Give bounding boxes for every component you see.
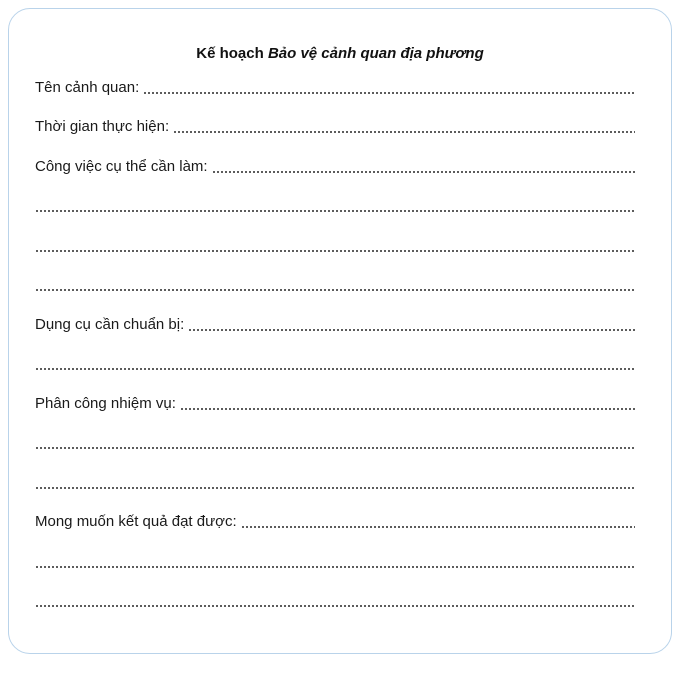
field-time[interactable]	[35, 116, 635, 136]
dotted-answer-line[interactable]	[35, 605, 635, 607]
field-tools[interactable]	[35, 314, 635, 334]
dotted-answer-line[interactable]	[35, 447, 635, 449]
dotted-answer-line[interactable]	[35, 368, 635, 370]
dotted-answer-line[interactable]	[188, 329, 635, 331]
dotted-answer-line[interactable]	[35, 487, 635, 489]
field-tasks-line-4[interactable]	[35, 274, 635, 294]
title-emphasis: Bảo vệ cảnh quan địa phương	[267, 45, 484, 62]
field-tasks-line-3[interactable]	[35, 235, 635, 255]
field-label: Phân công nhiệm vụ:	[35, 395, 176, 412]
field-assignment-line-3[interactable]	[35, 472, 635, 492]
field-expected-result-line-2[interactable]	[35, 551, 635, 571]
dotted-answer-line[interactable]	[241, 526, 635, 528]
dotted-answer-line[interactable]	[212, 171, 635, 173]
field-label: Dụng cụ cần chuẩn bị:	[35, 316, 185, 333]
field-landscape-name[interactable]	[35, 77, 635, 97]
field-assignment[interactable]	[35, 393, 635, 413]
dotted-answer-line[interactable]	[180, 408, 635, 410]
dotted-answer-line[interactable]	[35, 210, 635, 212]
field-label: Thời gian thực hiện:	[35, 118, 170, 135]
dotted-answer-line[interactable]	[35, 250, 635, 252]
field-label: Công việc cụ thể cần làm:	[35, 158, 208, 175]
dotted-answer-line[interactable]	[143, 92, 635, 94]
dotted-answer-line[interactable]	[35, 289, 635, 291]
plan-form-card	[8, 8, 672, 654]
field-assignment-line-2[interactable]	[35, 432, 635, 452]
field-label: Mong muốn kết quả đạt được:	[35, 513, 237, 530]
field-expected-result[interactable]	[35, 511, 635, 531]
form-title	[9, 45, 671, 62]
dotted-answer-line[interactable]	[35, 566, 635, 568]
dotted-answer-line[interactable]	[173, 131, 635, 133]
field-tools-line-2[interactable]	[35, 353, 635, 373]
field-label: Tên cảnh quan:	[35, 79, 140, 96]
field-tasks-line-2[interactable]	[35, 195, 635, 215]
field-expected-result-line-3[interactable]	[35, 590, 635, 610]
title-prefix: Kế hoạch	[196, 45, 268, 62]
field-tasks[interactable]	[35, 156, 635, 176]
